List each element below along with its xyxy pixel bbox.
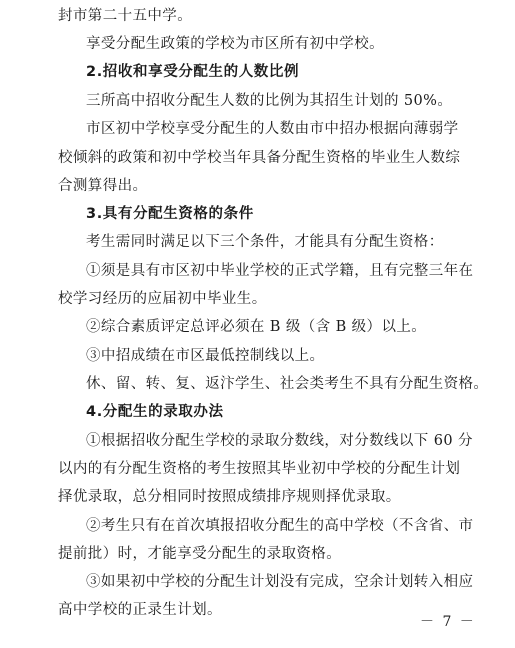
- text-line-13: ③中招成绩在市区最低控制线以上。: [86, 348, 325, 364]
- section-heading-2: 2.招收和享受分配生的人数比例: [86, 64, 300, 80]
- text-line-21: ③如果初中学校的分配生计划没有完成，空余计划转入相应: [86, 574, 474, 590]
- text-line-9: 考生需同时满足以下三个条件，才能具有分配生资格：: [86, 234, 444, 250]
- text-line-12: ②综合素质评定总评必须在 B 级（含 B 级）以上。: [86, 319, 427, 335]
- text-line-20: 提前批）时，才能享受分配生的录取资格。: [58, 546, 342, 562]
- text-line-18: 择优录取，总分相同时按照成绩排序规则择优录取。: [58, 489, 401, 505]
- text-line-6: 校倾斜的政策和初中学校当年具备分配生资格的毕业生人数综: [58, 150, 461, 166]
- section-heading-3: 3.具有分配生资格的条件: [86, 206, 254, 222]
- text-line-1: 封市第二十五中学。: [58, 8, 193, 24]
- text-line-16: ①根据招收分配生学校的录取分数线，对分数线以下 60 分: [86, 433, 473, 449]
- text-line-17: 以内的有分配生资格的考生按照其毕业初中学校的分配生计划: [58, 461, 461, 477]
- section-heading-4: 4.分配生的录取办法: [86, 404, 224, 420]
- page-number: － 7 －: [420, 614, 476, 630]
- text-line-2: 享受分配生政策的学校为市区所有初中学校。: [86, 36, 384, 52]
- text-line-14: 休、留、转、复、返汴学生、社会类考生不具有分配生资格。: [86, 376, 489, 392]
- text-line-4: 三所高中招收分配生人数的比例为其招生计划的 50%。: [86, 93, 453, 109]
- text-line-19: ②考生只有在首次填报招收分配生的高中学校（不含省、市: [86, 518, 474, 534]
- text-line-5: 市区初中学校享受分配生的人数由市中招办根据向薄弱学: [86, 121, 459, 137]
- text-line-10: ①须是具有市区初中毕业学校的正式学籍，且有完整三年在: [86, 263, 474, 279]
- text-line-11: 校学习经历的应届初中毕业生。: [58, 291, 267, 307]
- text-line-7: 合测算得出。: [58, 178, 148, 194]
- text-line-22: 高中学校的正录生计划。: [58, 602, 222, 618]
